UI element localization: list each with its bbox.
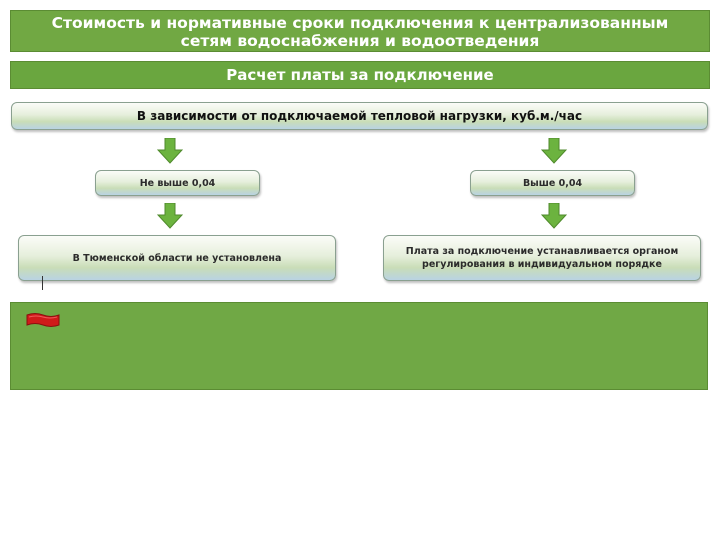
divider-tick	[42, 276, 43, 290]
down-arrow-icon	[541, 203, 567, 229]
flag-icon	[26, 312, 60, 328]
slide-title	[10, 10, 710, 52]
down-arrow-icon	[157, 203, 183, 229]
condition-not-above-box: Не выше 0,04	[95, 170, 260, 196]
slide-title-line-2: сетям водоснабжения и водоотведения	[180, 32, 540, 50]
bottom-panel	[10, 302, 708, 390]
down-arrow-icon	[157, 138, 183, 164]
condition-above-box: Выше 0,04	[470, 170, 635, 196]
result-not-established-box: В Тюменской области не установлена	[18, 235, 336, 281]
section-subtitle: Расчет платы за подключение	[10, 61, 710, 89]
slide-title-line-1: Стоимость и нормативные сроки подключения к централизованным	[51, 14, 669, 32]
load-criterion-box: В зависимости от подключаемой тепловой нагрузки, куб.м./час	[11, 102, 708, 130]
down-arrow-icon	[541, 138, 567, 164]
result-individual-box: Плата за подключение устанавливается органом регулирования в индивидуальном порядке	[383, 235, 701, 281]
